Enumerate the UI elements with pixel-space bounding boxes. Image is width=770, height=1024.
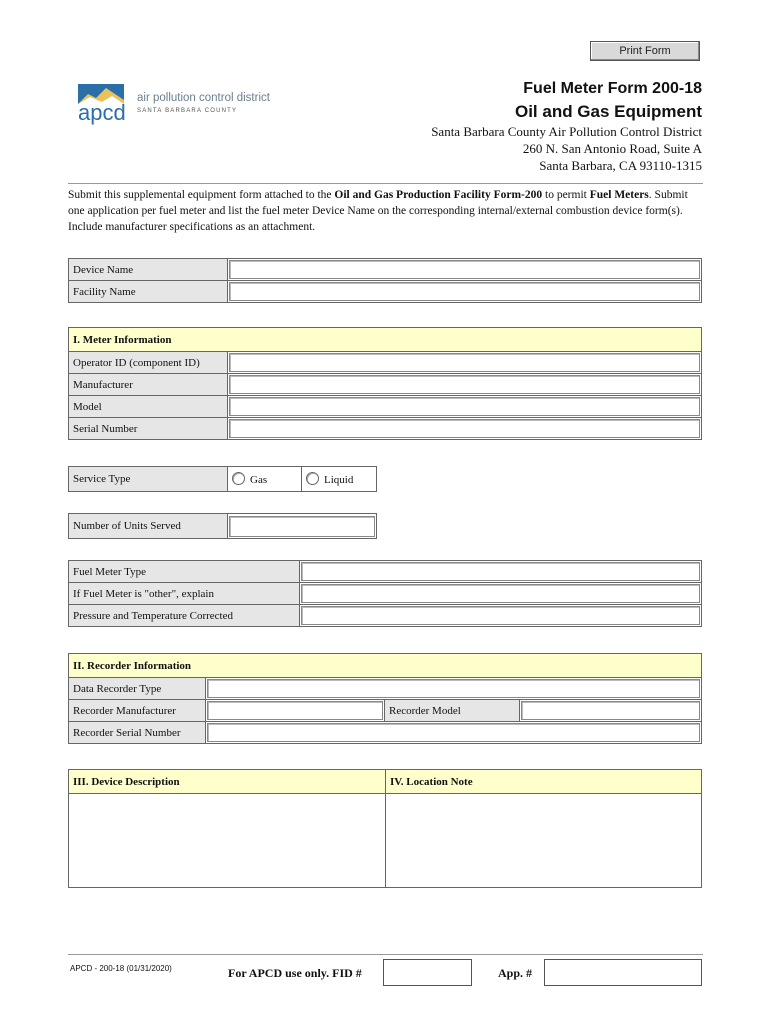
recorder-model-label: Recorder Model (385, 700, 520, 722)
logo-text-line2: SANTA BARBARA COUNTY (137, 108, 238, 114)
instructions-paragraph: Submit this supplemental equipment form attached to the Oil and Gas Production Facility Form-200 to permit Fuel Meters. Submit one application per fuel meter and list the fuel meter Device Name on the corresponding internal/external combustion device form(s). Include manufacturer specifications as an attachment. (68, 189, 688, 233)
model-input[interactable] (229, 397, 700, 416)
model-label: Model (69, 396, 228, 418)
device-description-textarea[interactable] (69, 794, 386, 888)
section-recorder-information-header: II. Recorder Information (69, 654, 702, 678)
serial-number-label: Serial Number (69, 418, 228, 440)
gas-radio-icon[interactable] (232, 472, 245, 485)
address-line3: Santa Barbara, CA 93110-1315 (539, 158, 702, 173)
pressure-temperature-label: Pressure and Temperature Corrected (69, 605, 300, 627)
data-recorder-type-label: Data Recorder Type (69, 678, 206, 700)
liquid-option[interactable] (302, 467, 377, 492)
liquid-radio-icon[interactable] (306, 472, 319, 485)
apcd-use-fid-label: For APCD use only. FID # (228, 966, 362, 980)
recorder-manufacturer-label: Recorder Manufacturer (69, 700, 206, 722)
recorder-serial-input[interactable] (207, 723, 700, 742)
recorder-information-table (68, 653, 702, 744)
facility-name-label: Facility Name (69, 281, 228, 303)
other-explain-label: If Fuel Meter is "other", explain (69, 583, 300, 605)
manufacturer-label: Manufacturer (69, 374, 228, 396)
device-name-label: Device Name (69, 259, 228, 281)
section-device-description-header: III. Device Description (69, 770, 386, 794)
location-note-textarea[interactable] (386, 794, 702, 888)
recorder-model-input[interactable] (521, 701, 700, 720)
serial-number-input[interactable] (229, 419, 700, 438)
app-number-label: App. # (498, 966, 533, 980)
logo-text-line1: air pollution control district (137, 92, 270, 104)
recorder-manufacturer-input[interactable] (207, 701, 383, 720)
form-title: Fuel Meter Form 200-18 (523, 80, 702, 97)
logo-acronym: apcd (78, 100, 126, 125)
units-served-label: Number of Units Served (69, 514, 228, 539)
fuel-meter-type-label: Fuel Meter Type (69, 561, 300, 583)
footer-divider (68, 954, 703, 955)
divider (68, 183, 703, 184)
units-served-table (68, 513, 377, 539)
liquid-option-label: Liquid (324, 474, 354, 486)
pressure-temperature-input[interactable] (301, 606, 700, 625)
fuel-meter-type-table (68, 560, 702, 627)
address-line1: Santa Barbara County Air Pollution Control District (431, 124, 702, 139)
section-location-note-header: IV. Location Note (386, 770, 702, 794)
form-code: APCD - 200-18 (01/31/2020) (70, 964, 172, 973)
section-meter-information-header: I. Meter Information (69, 328, 702, 352)
service-type-table (68, 466, 377, 492)
fid-input[interactable] (383, 959, 472, 986)
gas-option-label: Gas (250, 474, 268, 486)
recorder-serial-label: Recorder Serial Number (69, 722, 206, 744)
device-table (68, 258, 702, 303)
print-form-button[interactable]: Print Form (590, 41, 700, 61)
gas-option[interactable] (228, 467, 302, 492)
description-location-table (68, 769, 702, 888)
other-explain-input[interactable] (301, 584, 700, 603)
operator-id-input[interactable] (229, 353, 700, 372)
device-name-input[interactable] (229, 260, 700, 279)
form-subtitle: Oil and Gas Equipment (514, 102, 702, 121)
fuel-meter-type-input[interactable] (301, 562, 700, 581)
address-line2: 260 N. San Antonio Road, Suite A (522, 141, 702, 156)
app-number-input[interactable] (544, 959, 702, 986)
apcd-logo (78, 84, 278, 129)
units-served-input[interactable] (229, 516, 375, 537)
meter-information-table (68, 327, 702, 440)
manufacturer-input[interactable] (229, 375, 700, 394)
operator-id-label: Operator ID (component ID) (69, 352, 228, 374)
data-recorder-type-input[interactable] (207, 679, 700, 698)
facility-name-input[interactable] (229, 282, 700, 301)
service-type-label: Service Type (69, 467, 228, 492)
